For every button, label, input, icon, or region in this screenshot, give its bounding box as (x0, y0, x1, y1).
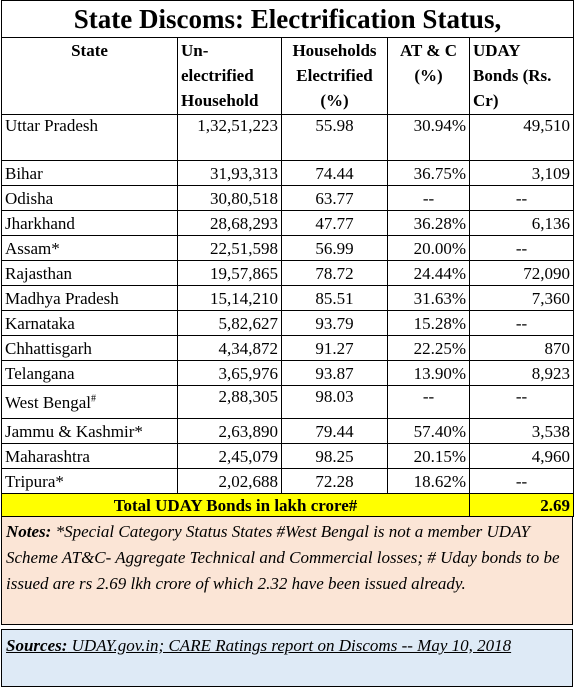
total-label: Total UDAY Bonds in lakh crore# (2, 494, 470, 517)
total-value: 2.69 (470, 494, 574, 517)
cell-state: Telangana (2, 361, 178, 386)
header-state-label: State (71, 41, 108, 60)
header-uday-line-2: Bonds (Rs. (473, 66, 552, 85)
sources-text: UDAY.gov.in; CARE Ratings report on Discoms -- May 10, 2018 (67, 636, 512, 655)
notes-box (1, 517, 573, 625)
cell-unelectrified: 22,51,598 (178, 236, 282, 261)
table-row (2, 361, 574, 386)
electrification-status-document (1, 0, 573, 687)
header-households (282, 38, 388, 115)
cell-households: 47.77 (282, 211, 388, 236)
cell-atc: 31.63% (388, 286, 470, 311)
cell-atc: 20.15% (388, 444, 470, 469)
table-row (2, 386, 574, 419)
cell-state: Tripura* (2, 469, 178, 494)
cell-state: Odisha (2, 186, 178, 211)
table-row (2, 161, 574, 186)
table-row (2, 444, 574, 469)
cell-unelectrified: 19,57,865 (178, 261, 282, 286)
cell-unelectrified: 31,93,313 (178, 161, 282, 186)
cell-unelectrified: 4,34,872 (178, 336, 282, 361)
table-row (2, 311, 574, 336)
cell-households: 98.03 (282, 386, 388, 419)
cell-unelectrified: 3,65,976 (178, 361, 282, 386)
header-row (2, 38, 574, 115)
cell-atc: 24.44% (388, 261, 470, 286)
cell-atc: 36.28% (388, 211, 470, 236)
cell-atc: 13.90% (388, 361, 470, 386)
table-row (2, 115, 574, 161)
sources-label: Sources: (6, 636, 68, 655)
cell-households: 93.79 (282, 311, 388, 336)
table-row (2, 236, 574, 261)
header-households-line-3: (%) (320, 91, 349, 110)
cell-uday: -- (470, 186, 574, 211)
header-unelectrified-line-1: Un- (181, 41, 209, 60)
cell-atc: 30.94% (388, 115, 470, 161)
table-row (2, 211, 574, 236)
cell-unelectrified: 5,82,627 (178, 311, 282, 336)
table-body (2, 115, 574, 517)
table-title: State Discoms: Electrification Status, (2, 1, 574, 38)
cell-households: 91.27 (282, 336, 388, 361)
cell-uday: -- (470, 469, 574, 494)
cell-unelectrified: 2,02,688 (178, 469, 282, 494)
table-row (2, 469, 574, 494)
table-row (2, 286, 574, 311)
table-row (2, 419, 574, 444)
cell-households: 74.44 (282, 161, 388, 186)
cell-unelectrified: 28,68,293 (178, 211, 282, 236)
cell-atc: -- (388, 386, 470, 419)
cell-atc: 20.00% (388, 236, 470, 261)
cell-uday: 49,510 (470, 115, 574, 161)
cell-households: 85.51 (282, 286, 388, 311)
cell-unelectrified: 2,45,079 (178, 444, 282, 469)
cell-uday: 7,360 (470, 286, 574, 311)
cell-state: Assam* (2, 236, 178, 261)
title-row (2, 1, 574, 38)
cell-households: 93.87 (282, 361, 388, 386)
table-row (2, 186, 574, 211)
cell-households: 72.28 (282, 469, 388, 494)
cell-households: 55.98 (282, 115, 388, 161)
header-atc (388, 38, 470, 115)
cell-uday: -- (470, 236, 574, 261)
cell-uday: -- (470, 386, 574, 419)
header-households-line-2: Electrified (296, 66, 373, 85)
header-unelectrified-line-2: electrified (181, 66, 254, 85)
header-state (2, 38, 178, 115)
cell-uday: 3,109 (470, 161, 574, 186)
cell-atc: 15.28% (388, 311, 470, 336)
electrification-table (1, 0, 574, 517)
header-atc-line-1: AT & C (400, 41, 457, 60)
cell-households: 78.72 (282, 261, 388, 286)
cell-uday: 8,923 (470, 361, 574, 386)
cell-uday: 72,090 (470, 261, 574, 286)
table-row (2, 336, 574, 361)
cell-state: Maharashtra (2, 444, 178, 469)
cell-households: 63.77 (282, 186, 388, 211)
header-uday-line-1: UDAY (473, 41, 521, 60)
cell-unelectrified: 2,63,890 (178, 419, 282, 444)
cell-state: Bihar (2, 161, 178, 186)
cell-uday: 3,538 (470, 419, 574, 444)
cell-state: Rajasthan (2, 261, 178, 286)
header-uday (470, 38, 574, 115)
header-atc-line-2: (%) (414, 66, 443, 85)
cell-unelectrified: 15,14,210 (178, 286, 282, 311)
cell-unelectrified: 30,80,518 (178, 186, 282, 211)
cell-uday: -- (470, 311, 574, 336)
cell-state: Jharkhand (2, 211, 178, 236)
total-row (2, 494, 574, 517)
state-name: West Bengal (5, 392, 91, 412)
cell-state: Madhya Pradesh (2, 286, 178, 311)
cell-state: Uttar Pradesh (2, 115, 178, 161)
cell-uday: 6,136 (470, 211, 574, 236)
cell-state: Chhattisgarh (2, 336, 178, 361)
cell-uday: 870 (470, 336, 574, 361)
cell-atc: 22.25% (388, 336, 470, 361)
cell-households: 98.25 (282, 444, 388, 469)
cell-atc: 18.62% (388, 469, 470, 494)
cell-uday: 4,960 (470, 444, 574, 469)
notes-label: Notes: (6, 522, 52, 541)
header-households-line-1: Households (292, 41, 377, 60)
notes-text: *Special Category Status States #West Bengal is not a member UDAY Scheme AT&C- Aggregate Technical and Commercial losses; # Uday bonds to be issued are rs 2.69 lkh crore of which 2.32 have been issued already. (6, 522, 560, 593)
header-uday-line-3: Cr) (473, 91, 499, 110)
cell-atc: -- (388, 186, 470, 211)
cell-unelectrified: 1,32,51,223 (178, 115, 282, 161)
header-unelectrified (178, 38, 282, 115)
header-unelectrified-line-3: Household (181, 91, 259, 110)
sources-box (1, 629, 573, 687)
cell-atc: 57.40% (388, 419, 470, 444)
cell-atc: 36.75% (388, 161, 470, 186)
cell-state: Jammu & Kashmir* (2, 419, 178, 444)
table-row (2, 261, 574, 286)
cell-households: 56.99 (282, 236, 388, 261)
cell-state (2, 386, 178, 419)
cell-unelectrified: 2,88,305 (178, 386, 282, 419)
cell-state: Karnataka (2, 311, 178, 336)
state-footnote-mark: # (90, 392, 96, 404)
cell-households: 79.44 (282, 419, 388, 444)
